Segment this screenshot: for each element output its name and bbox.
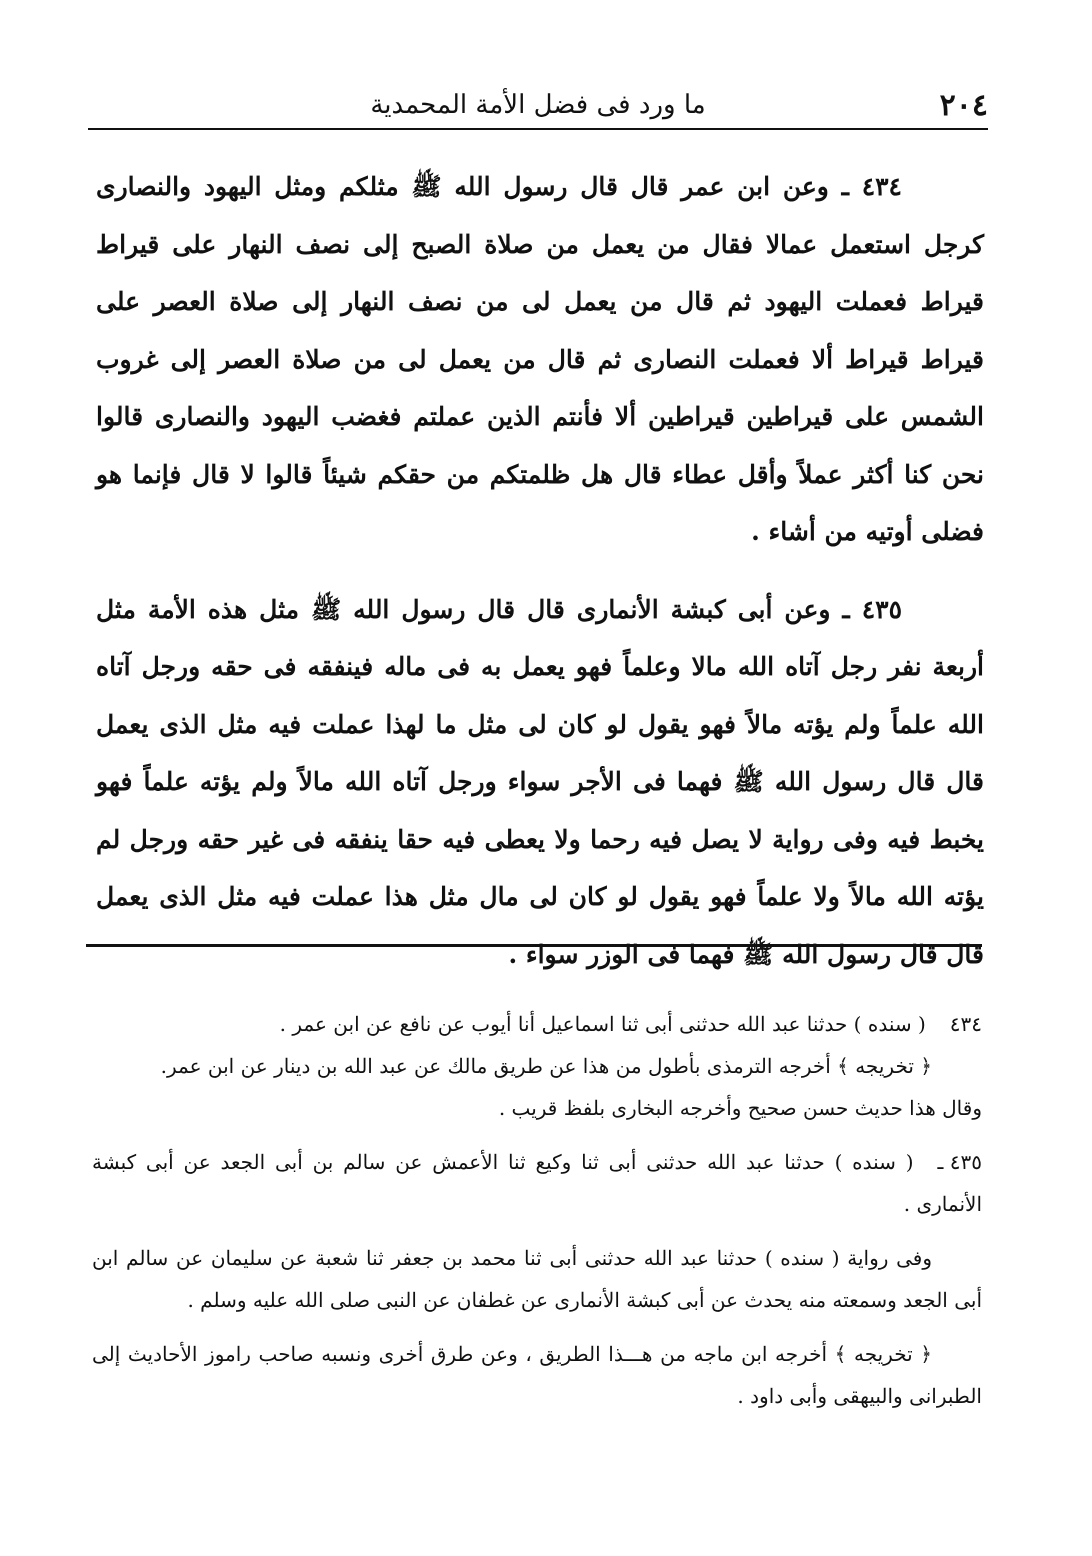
page-number: ٢٠٤	[939, 88, 988, 123]
hadith-text: وعن أبى كبشة الأنمارى قال قال رسول الله ﷺ مثل هذه الأمة مثل أربعة نفر رجل آتاه الله مالا وعلماً فهو يعمل به فى ماله فينفقه فى حقه ورجل آتاه الله علماً ولم يؤته مالاً فهو يقول لو كان لى مثل ما لهذا عملت فيه مثل الذى يعمل قال قال رسول الله ﷺ فهما فى الأجر سواء ورجل آتاه الله مالاً ولم يؤته علماً فهو يخبط فيه وفى رواية لا يصل فيه رحما ولا يعطى فيه حقا ينفقه فى غير حقه ورجل لم يؤته الله مالاً ولا علماً فهو يقول لو كان لى مال مثل هذا عملت فيه مثل الذى يعمل قال قال رسول الله ﷺ فهما فى الوزر سواء .	[96, 594, 984, 969]
hadith-number: ٤٣٤ ـ	[841, 172, 902, 201]
footnote-line	[92, 1141, 982, 1225]
footnote-line: ﴿ تخريجه ﴾ أخرجه ابن ماجه من هـــذا الطريق ، وعن طرق أخرى ونسبه صاحب راموز الأحاديث إلى الطبرانى والبيهقى وأبى داود .	[92, 1342, 982, 1408]
footnote-line	[92, 1003, 982, 1045]
hadith-text: وعن ابن عمر قال قال رسول الله ﷺ مثلكم ومثل اليهود والنصارى كرجل استعمل عمالا فقال من يعمل من صلاة الصبح إلى نصف النهار على قيراط قيراط فعملت اليهود ثم قال من يعمل لى من نصف النهار إلى صلاة العصر على قيراط قيراط ألا فعملت النصارى ثم قال من يعمل لى من صلاة العصر إلى غروب الشمس على قيراطين قيراطين ألا فأنتم الذين عملتم فغضب اليهود والنصارى قالوا نحن كنا أكثر عملاً وأقل عطاء قال هل ظلمتكم من حقكم شيئاً قالوا لا قال فإنما هو فضلى أوتيه من أشاء .	[96, 172, 984, 546]
running-title: ما ورد فى فضل الأمة المحمدية	[370, 90, 706, 120]
footnote-line: وفى رواية ( سنده ) حدثنا عبد الله حدثنى أبى ثنا محمد بن جعفر ثنا شعبة عن سليمان عن سالم ابن أبى الجعد وسمعته منه يحدث عن أبى كبشة الأنمارى عن غطفان عن النبى صلى الله عليه وسلم .	[92, 1246, 982, 1312]
hadith-435	[96, 581, 984, 984]
hadith-434	[96, 158, 984, 561]
footnotes	[92, 1003, 982, 1429]
main-text	[96, 158, 984, 1003]
header-divider	[88, 128, 988, 130]
footnote-434	[92, 1003, 982, 1129]
footnote-435-takhrij	[92, 1333, 982, 1417]
footnote-line: ﴿ تخريجه ﴾ أخرجه الترمذى بأطول من هذا عن طريق مالك عن عبد الله بن دينار عن ابن عمر.	[160, 1054, 932, 1078]
footnote-line: وقال هذا حديث حسن صحيح وأخرجه البخارى بلفظ قريب .	[498, 1096, 982, 1120]
hadith-number: ٤٣٥ ـ	[842, 594, 903, 624]
footnote-number: ٤٣٥ ـ	[937, 1150, 982, 1174]
footnote-text: ( سنده ) حدثنا عبد الله حدثنى أبى ثنا اسماعيل أنا أيوب عن نافع عن ابن عمر .	[279, 1012, 926, 1036]
footnote-text: ( سنده ) حدثنا عبد الله حدثنى أبى ثنا وكيع ثنا الأعمش عن سالم بن أبى الجعد عن أبى كبشة الأنمارى .	[92, 1150, 982, 1216]
footnote-divider	[86, 944, 982, 947]
footnote-435	[92, 1141, 982, 1225]
footnote-number: ٤٣٤	[949, 1012, 982, 1036]
footnote-435-variant	[92, 1237, 982, 1321]
page-header	[88, 82, 988, 130]
